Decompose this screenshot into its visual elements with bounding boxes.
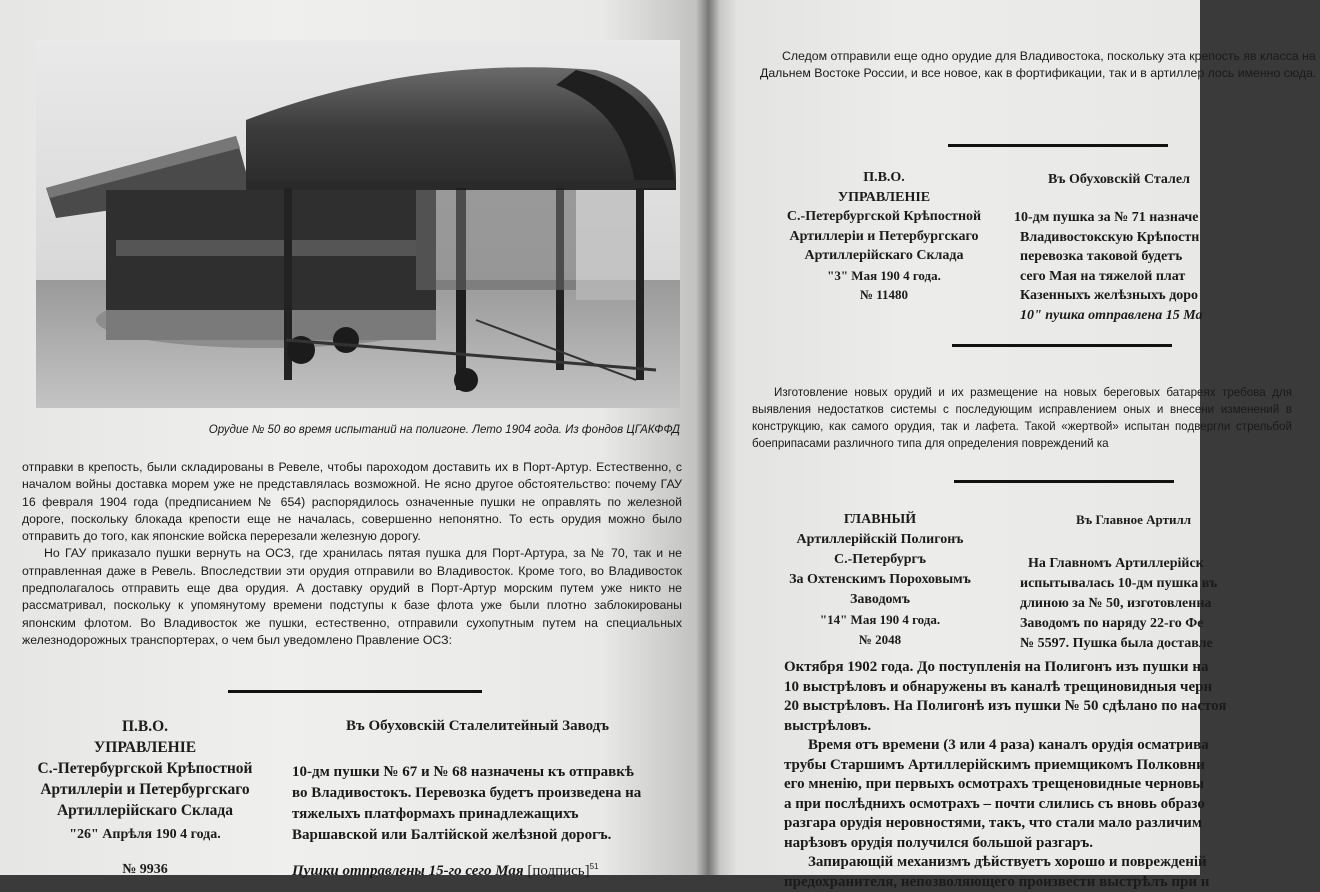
document-addressee: Въ Главное Артилл <box>1076 512 1206 528</box>
document-letterhead <box>20 716 270 880</box>
footnote-ref: 51 <box>590 862 599 871</box>
document-date: "14" Мая 190 4 года. <box>760 610 1000 630</box>
body-line: трубы Старшимъ Артиллерійскимъ приемщикомъ Полковни <box>784 756 1200 776</box>
paragraph: Изготовление новых орудий и их размещение на новых береговых батареях требова для выявления недостатков системы с последующим исправлением оных и внесени изменений в конструкцию, как самого орудия, так и лафета. Такой «жертвой» испытан подвергли стрельбой боеприпасами различного типа для определения повреждений ка <box>752 384 1292 452</box>
right-mid-paragraph <box>752 384 1200 452</box>
document-number: № 11480 <box>764 285 1004 305</box>
document-note <box>292 856 652 882</box>
letterhead-line: УПРАВЛЕНІЕ <box>20 737 270 758</box>
divider-rule <box>954 480 1174 483</box>
document-text <box>292 762 652 882</box>
document-addressee: Въ Обуховскій Сталелитейный Заводъ <box>346 718 666 735</box>
document-number: № 9936 <box>20 859 270 880</box>
divider-rule <box>952 344 1172 347</box>
document-number: № 2048 <box>760 630 1000 650</box>
left-body-text <box>22 459 682 649</box>
body-line: 10 выстрѣловъ и обнаружены въ каналѣ трещиновидныя черн <box>784 678 1200 698</box>
body-line: разгара орудія неровностями, такъ, что стали мало различим <box>784 814 1200 834</box>
note-signature: [подпись] <box>527 863 589 879</box>
body-line: нарѣзовъ орудія получился большой разгаръ. <box>784 834 1200 854</box>
body-line: а при послѣднихъ осмотрахъ – почти слились съ вновь образо <box>784 795 1200 815</box>
note-text: Пушки отправлены 15-го сего Мая <box>292 863 524 879</box>
letterhead-line: Артиллерійскій Полигонъ <box>760 530 1000 550</box>
right-top-paragraph <box>760 48 1200 83</box>
divider-rule <box>228 690 482 693</box>
letterhead-line: Заводомъ <box>760 590 1000 610</box>
letterhead-line: За Охтенскимъ Пороховымъ <box>760 570 1000 590</box>
letterhead-line: УПРАВЛЕНІЕ <box>764 188 1004 208</box>
document-letterhead <box>764 168 1004 305</box>
body-line: Время отъ времени (3 или 4 раза) каналъ орудія осматрива <box>784 736 1200 756</box>
paragraph: отправки в крепость, были складированы в Ревеле, чтобы пароходом доставить их в Порт-Артур. Естественно, с началом войны доставка морем уже не представлялась возможной. Не ясно другое обстоятельство: почему ГАУ 16 февраля 1904 года (предписанием № 654) распорядилось означенные пушки не оправлять по железной дороге, поскольку блокада крепости еще не началась, совершенно непонятно. То есть орудия можно было отправить до того, как японские войска перерезали железную дорогу. <box>22 459 682 545</box>
letterhead-line: Артиллеріи и Петербургскаго <box>764 227 1004 247</box>
document-note: 10" пушка отправлена 15 Ма <box>1008 306 1200 326</box>
document-addressee: Въ Обуховскій Сталел <box>1048 172 1208 188</box>
document-line: сего Мая на тяжелой плат <box>1008 267 1200 287</box>
letterhead-line: ГЛАВНЫЙ <box>760 510 1000 530</box>
letterhead-line: Артиллерійскаго Склада <box>20 800 270 821</box>
document-line: длиною за № 50, изготовленна <box>1008 594 1200 614</box>
letterhead-line: С.-Петербургъ <box>760 550 1000 570</box>
letterhead-line: С.-Петербургской Крѣпостной <box>764 207 1004 227</box>
letterhead-line: П.В.О. <box>20 716 270 737</box>
document-text <box>1008 554 1200 654</box>
body-line: его мненію, при первыхъ осмотрахъ трещеновидные черновы <box>784 775 1200 795</box>
document-body: 10-дм пушки № 67 и № 68 назначены къ отправкѣ во Владивостокъ. Перевозка будетъ произведена на тяжелыхъ платформахъ принадлежащихъ Варшавской или Балтійской желѣзной дорогъ. <box>292 762 652 846</box>
body-line: 20 выстрѣловъ. На Полигонѣ изъ пушки № 50 сдѣлано по настоя <box>784 697 1200 717</box>
document-line: Казенныхъ желѣзныхъ доро <box>1008 286 1200 306</box>
document-line: испытывалась 10-дм пушка въ <box>1008 574 1200 594</box>
letterhead-line: Артиллеріи и Петербургскаго <box>20 779 270 800</box>
body-line: выстрѣловъ. <box>784 717 1200 737</box>
document-line: перевозка таковой будетъ <box>1008 247 1200 267</box>
document-letterhead <box>760 510 1000 650</box>
document-line: Заводомъ по наряду 22-го Фе <box>1008 614 1200 634</box>
gun-photo-illustration <box>36 40 680 408</box>
document-date: "26" Апрѣля 190 4 года. <box>20 824 270 845</box>
document-line: 10-дм пушка за № 71 назначе <box>1008 208 1200 228</box>
document-date: "3" Мая 190 4 года. <box>764 266 1004 286</box>
divider-rule <box>948 144 1168 147</box>
document-line: На Главномъ Артиллерійск <box>1008 554 1200 574</box>
body-line: предохранителя, непозволяющего произвести выстрѣлъ при н <box>784 873 1200 892</box>
letterhead-line: П.В.О. <box>764 168 1004 188</box>
book-gutter <box>696 0 720 875</box>
document-line: № 5597. Пушка была доставле <box>1008 634 1200 654</box>
letterhead-line: Артиллерійскаго Склада <box>764 246 1004 266</box>
right-page <box>708 0 1200 875</box>
body-line: Запирающій механизмъ дѣйствуетъ хорошо и поврежденій <box>784 853 1200 873</box>
paragraph: Следом отправили еще одно орудие для Владивостока, поскольку эта крепость яв класса на Дальнем Востоке России, и все новое, как в фортификации, так и в артиллер лось именно сюда. <box>760 48 1320 83</box>
document-line: Владивостокскую Крѣпостн <box>1008 228 1200 248</box>
letterhead-line: С.-Петербургской Крѣпостной <box>20 758 270 779</box>
right-body-text <box>784 658 1200 892</box>
paragraph: Но ГАУ приказало пушки вернуть на ОСЗ, где хранилась пятая пушка для Порт-Артура, за № 70, так и не отправленная даже в Ревель. Впоследствии эти орудия отправили во Владивосток. Кроме того, во Владивосток предполагалось отправить еще два орудия. А доставку орудий в Порт-Артур морским путем уже никто не рассматривал, поскольку к упомянутому времени подступы к базе флота уже были плотно заблокированы японским флотом. Во Владивосток же пушки, естественно, отправили сухопутным путем на специальных железнодорожных транспортерах, о чем был уведомлено Правление ОСЗ: <box>22 545 682 649</box>
document-text <box>1008 208 1200 325</box>
body-line: Октября 1902 года. До поступленія на Полигонъ изъ пушки на <box>784 658 1200 678</box>
photo-caption: Орудие № 50 во время испытаний на полигоне. Лето 1904 года. Из фондов ЦГАКФФД <box>36 424 680 436</box>
photo-gun-on-test-range <box>36 40 680 408</box>
